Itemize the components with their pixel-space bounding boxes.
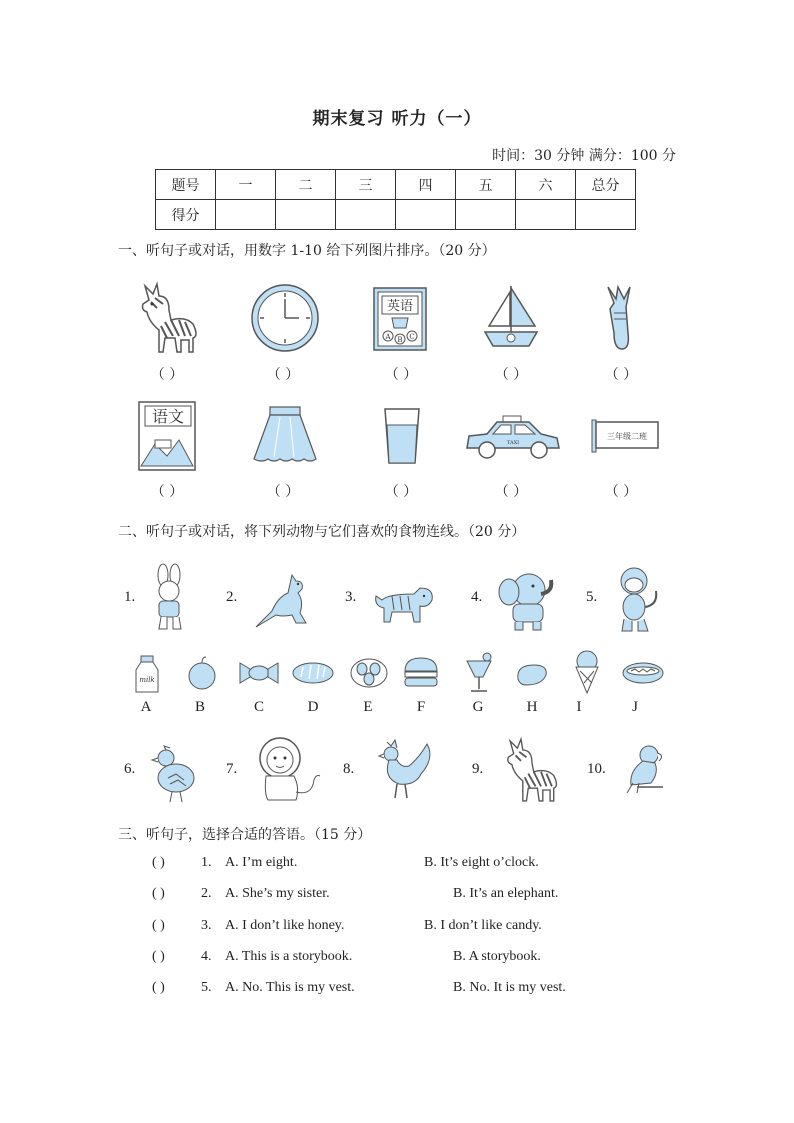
option-b: B. It’s an elephant. (453, 886, 559, 901)
food-letter: I (576, 699, 582, 715)
score-header-cell: 总分 (576, 170, 636, 200)
option-b: B. I don’t like candy. (424, 918, 542, 933)
score-header-cell: 六 (516, 170, 576, 200)
animal-number: 2. (226, 589, 238, 605)
food-letter: F (416, 699, 426, 715)
bread-icon (291, 659, 335, 685)
zebra-icon (135, 280, 201, 356)
skirt-icon (250, 405, 320, 465)
animal-number: 5. (586, 589, 598, 605)
option-a: A. She’s my sister. (225, 886, 330, 901)
question-number: 1. (201, 855, 212, 870)
socks-icon (600, 283, 636, 353)
option-a: A. I’m eight. (225, 855, 298, 870)
glass-of-water-icon (383, 407, 421, 467)
score-table-score-row (156, 200, 636, 230)
food-letter: A (140, 699, 152, 715)
ice-cream-icon (572, 649, 602, 695)
english-book-icon (372, 286, 428, 352)
section2-heading: 二、听句子或对话，将下列动物与它们喜欢的食物连线。（20 分） (118, 524, 526, 540)
question-number: 3. (201, 918, 212, 933)
option-a: A. I don’t like honey. (225, 918, 345, 933)
juice-glass-icon (465, 651, 493, 695)
food-letter: B (194, 699, 205, 715)
food-letter: H (526, 699, 538, 715)
english-book-label: 英语 (386, 299, 414, 314)
sailboat-icon (481, 282, 541, 352)
score-row-label: 得分 (156, 200, 216, 230)
score-input-cell[interactable] (576, 200, 636, 230)
food-letter: G (472, 699, 484, 715)
tiger-icon (370, 582, 438, 628)
kangaroo-icon (252, 571, 318, 629)
food-letter: J (632, 699, 638, 715)
hot-dog-icon (621, 659, 665, 685)
answer-paren[interactable]: （ ） (604, 367, 638, 383)
answer-paren[interactable]: （ ） (266, 484, 300, 500)
score-header-cell: 一 (216, 170, 276, 200)
question-paren[interactable]: ( ) (152, 886, 165, 901)
answer-paren[interactable]: （ ） (384, 484, 418, 500)
svg-text:B: B (397, 336, 403, 344)
question-number: 2. (201, 886, 212, 901)
score-header-cell: 四 (396, 170, 456, 200)
lion-icon (252, 736, 322, 804)
exam-meta: 时间：30 分钟 满分：100 分 (492, 148, 676, 164)
answer-paren[interactable]: （ ） (150, 484, 184, 500)
food-letter: E (363, 699, 373, 715)
taxi-label: TAXI (506, 440, 520, 446)
animal-number: 6. (124, 761, 136, 777)
score-header-cell: 三 (336, 170, 396, 200)
chinese-book-icon (137, 400, 197, 472)
score-header-cell: 二 (276, 170, 336, 200)
zebra-icon (501, 735, 561, 805)
option-b: B. No. It is my vest. (453, 980, 566, 995)
answer-paren[interactable]: （ ） (604, 484, 638, 500)
class-sign-icon (590, 418, 660, 454)
apple-icon (186, 655, 218, 691)
score-input-cell[interactable] (516, 200, 576, 230)
score-table (155, 169, 636, 230)
score-input-cell[interactable] (336, 200, 396, 230)
option-b: B. It’s eight o’clock. (424, 855, 539, 870)
svg-text:A: A (385, 333, 391, 341)
animal-number: 10. (587, 761, 606, 777)
svg-text:C: C (409, 333, 415, 341)
candy-icon (236, 657, 282, 689)
question-paren[interactable]: ( ) (152, 980, 165, 995)
question-paren[interactable]: ( ) (152, 949, 165, 964)
answer-paren[interactable]: （ ） (384, 367, 418, 383)
animal-number: 8. (343, 761, 355, 777)
animal-number: 1. (124, 589, 136, 605)
elephant-icon (495, 570, 557, 632)
score-table-header-row (156, 170, 636, 200)
answer-paren[interactable]: （ ） (494, 367, 528, 383)
animal-number: 7. (226, 761, 238, 777)
monkey-icon (610, 565, 662, 633)
animal-number: 9. (472, 761, 484, 777)
rabbit-icon (147, 563, 193, 631)
score-header-cell: 题号 (156, 170, 216, 200)
score-header-cell: 五 (456, 170, 516, 200)
eggs-icon (349, 655, 389, 689)
score-input-cell[interactable] (396, 200, 456, 230)
class-sign-label: 三年级二班 (607, 432, 647, 441)
hamburger-icon (402, 655, 440, 689)
milk-bottle-icon (132, 654, 162, 694)
mango-icon (514, 661, 550, 687)
answer-paren[interactable]: （ ） (150, 367, 184, 383)
animal-number: 4. (471, 589, 483, 605)
section3-heading: 三、听句子，选择合适的答语。（15 分） (118, 827, 372, 843)
option-b: B. A storybook. (453, 949, 541, 964)
quail-bird-icon (148, 744, 200, 806)
chinese-book-label: 语文 (151, 407, 185, 426)
food-letter: C (253, 699, 264, 715)
page-title: 期末复习 听力（一） (312, 109, 482, 129)
food-letter: D (307, 699, 319, 715)
parrot-icon (623, 743, 669, 795)
question-number: 5. (201, 980, 212, 995)
question-paren[interactable]: ( ) (152, 855, 165, 870)
question-number: 4. (201, 949, 212, 964)
answer-paren[interactable]: （ ） (266, 367, 300, 383)
rooster-icon (375, 738, 437, 802)
question-paren[interactable]: ( ) (152, 918, 165, 933)
option-a: A. This is a storybook. (225, 949, 353, 964)
score-input-cell[interactable] (276, 200, 336, 230)
score-input-cell[interactable] (456, 200, 516, 230)
milk-label: milk (139, 676, 155, 684)
answer-paren[interactable]: （ ） (494, 484, 528, 500)
taxi-icon (463, 414, 561, 460)
option-a: A. No. This is my vest. (225, 980, 355, 995)
section1-heading: 一、听句子或对话，用数字 1-10 给下列图片排序。（20 分） (118, 243, 496, 259)
clock-icon (250, 283, 320, 353)
animal-number: 3. (345, 589, 357, 605)
score-input-cell[interactable] (216, 200, 276, 230)
